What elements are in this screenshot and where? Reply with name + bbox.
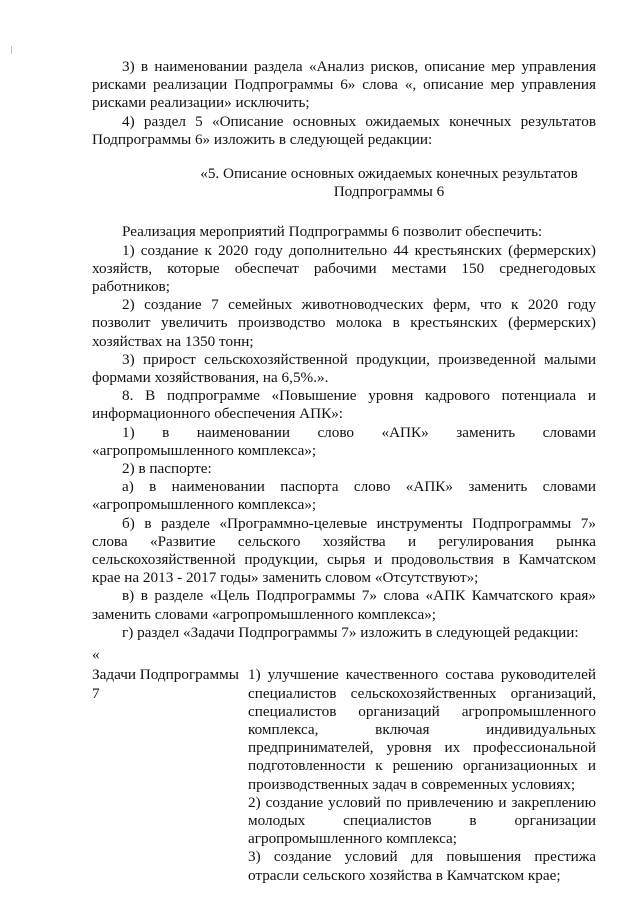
point-8-item-2: 2) в паспорте: (122, 460, 212, 478)
subitem-b: б) в разделе «Программно-целевые инструменты Подпрограммы 7» слова «Развитие сельского хозяйства и регулирования рынка сельскохозяйственной продукции, сырья и продовольствия в Камчатском крае на 2013 - 2017 годы» заменить словом «Отсутствуют»; (92, 514, 596, 587)
body-item-2: 2) создание 7 семейных животноводческих ферм, что к 2020 году позволит увеличить производство молока в крестьянских (фермерских) хозяйствах на 1350 тонн; (92, 296, 596, 350)
subitem-a: а) в наименовании паспорта слово «АПК» заменить словами «агропромышленного комплекса»; (92, 478, 596, 514)
tasks-table-content (248, 666, 596, 884)
task-item-3: 3) создание условий для повышения престижа отрасли сельского хозяйства в Камчатском крае; (248, 848, 596, 884)
section-heading: «5. Описание основных ожидаемых конечных результатов Подпрограммы 6 (200, 165, 578, 201)
subitem-v: в) в разделе «Цель Подпрограммы 7» слова «АПК Камчатского края» заменить словами «агропромышленного комплекса»; (92, 587, 596, 623)
body-item-1: 1) создание к 2020 году дополнительно 44 крестьянских (фермерских) хозяйств, которые обеспечат рабочими местами 150 среднегодовых работников; (92, 241, 596, 296)
task-item-2: 2) создание условий по привлечению и закреплению молодых специалистов в организации агропромышленного комплекса; (248, 793, 596, 848)
tasks-table-label: Задачи Подпрограммы 7 (92, 666, 239, 702)
body-item-3: 3) прирост сельскохозяйственной продукции, произведенной малыми формами хозяйствования, на 6,5%.». (92, 350, 596, 387)
tasks-table (92, 666, 596, 884)
paragraph-item-3: 3) в наименовании раздела «Анализ рисков, описание мер управления рисками реализации Подпрограммы 6» слова «, описание мер управления рисками реализации» исключить; (92, 58, 596, 112)
subitem-g: г) раздел «Задачи Подпрограммы 7» изложить в следующей редакции: (122, 623, 579, 641)
scan-mark (11, 46, 12, 54)
task-item-1: 1) улучшение качественного состава руководителей специалистов сельскохозяйственных организаций, специалистов организаций агропромышленного комплекса, включая индивидуальных предпринимателей, уровня их профессиональной подготовленности к решению организационных и производственных задач в современных условиях; (248, 666, 596, 793)
paragraph-item-4: 4) раздел 5 «Описание основных ожидаемых конечных результатов Подпрограммы 6» изложить в следующей редакции: (92, 112, 596, 148)
point-8: 8. В подпрограмме «Повышение уровня кадрового потенциала и информационного обеспечения АПК»: (92, 387, 596, 423)
body-intro: Реализация мероприятий Подпрограммы 6 позволит обеспечить: (122, 223, 543, 241)
document-body (92, 58, 596, 885)
opening-quote-mark: « (92, 646, 100, 664)
point-8-item-1: 1) в наименовании слово «АПК» заменить словами «агропромышленного комплекса»; (92, 423, 596, 459)
